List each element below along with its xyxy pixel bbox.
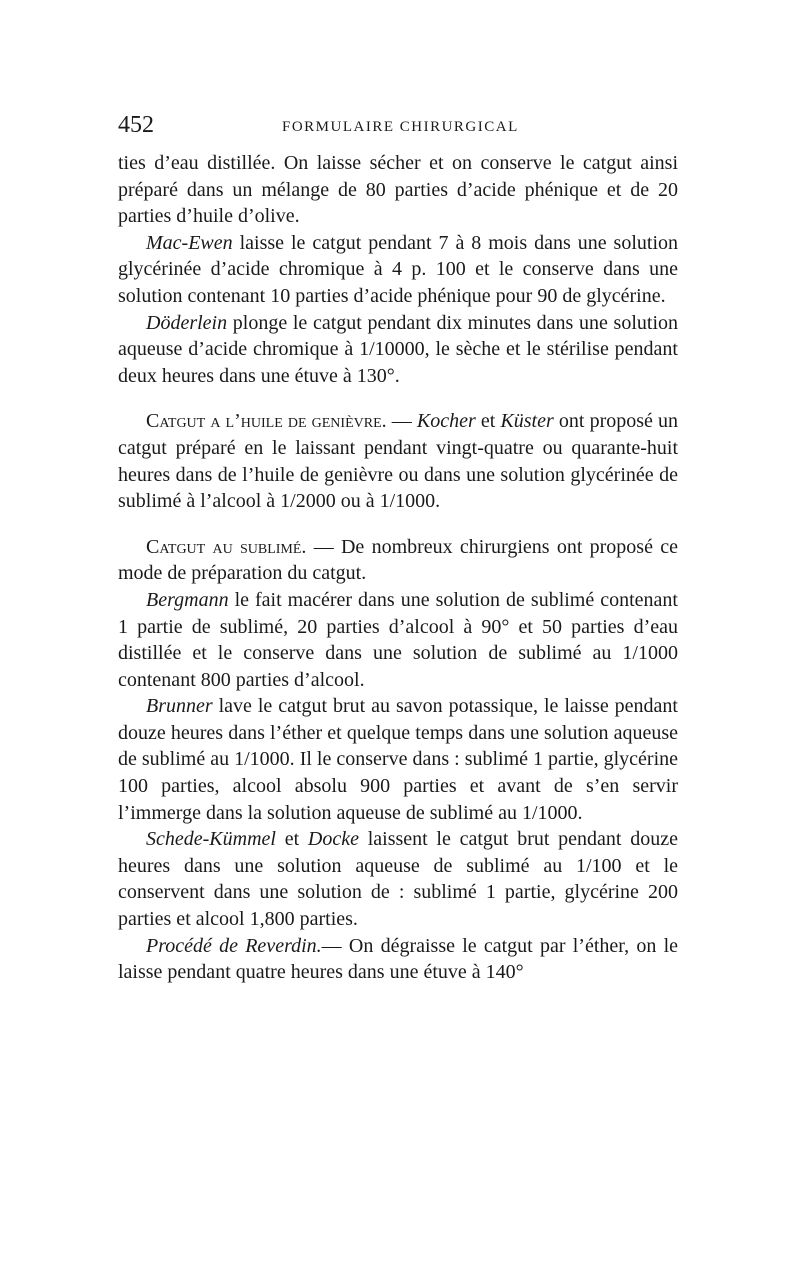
paragraph-text: le fait macérer dans une solution de sublimé contenant 1 partie de sublimé, 20 parties d’alcool à 90° et 50 parties d’eau distillée et le conserve dans une solution de sublimé au 1/1000 contenant 800 parties d’alcool. (118, 588, 678, 691)
author-name: Mac-Ewen (146, 231, 233, 254)
section-catgut-huile-genievre (118, 408, 678, 514)
paragraph-doderlein (118, 310, 678, 390)
running-head (118, 111, 680, 143)
author-name: Döderlein (146, 311, 228, 334)
paragraph-reverdin (118, 933, 678, 986)
page-number: 452 (118, 112, 154, 138)
conjunction: et (475, 410, 501, 433)
header-title: FORMULAIRE CHIRURGICAL (282, 119, 519, 135)
author-name: Küster (500, 410, 554, 433)
section-catgut-sublime (118, 534, 678, 587)
paragraph-text: — De nombreux chirurgiens ont proposé ce mode de préparation du catgut. (118, 535, 678, 585)
conjunction: et (275, 828, 308, 851)
paragraph-brunner (118, 693, 678, 826)
author-name: Bergmann (146, 588, 229, 611)
paragraph-bergmann (118, 587, 678, 693)
paragraph-text: laisse le catgut pendant 7 à 8 mois dans une solution glycérinée d’acide chromique à 4 p. 100 et le conserve dans une solution contenant 10 parties d’acide phénique pour 90 de glycérine. (118, 231, 678, 307)
paragraph-text: plonge le catgut pendant dix minutes dans une solution aqueuse d’acide chromique à 1/10000, le sèche et le stérilise pendant deux heures dans une étuve à 130°. (118, 311, 678, 387)
paragraph-mac-ewen (118, 230, 678, 310)
paragraph-text: ont proposé un catgut préparé en le laissant pendant vingt-quatre ou quarante-huit heures dans de l’huile de genièvre ou dans une solution glycérinée de sublimé à l’alcool à 1/2000 ou à 1/1000. (118, 410, 678, 513)
procedure-name: Procédé de Reverdin. (146, 934, 322, 957)
body-text (118, 150, 678, 986)
paragraph-schede-kummel (118, 826, 678, 932)
paragraph-continuation (118, 150, 678, 230)
section-heading: Catgut au sublimé. (146, 535, 307, 558)
author-name: Schede-Kümmel (146, 828, 276, 851)
author-name: Brunner (146, 695, 213, 718)
author-name: Docke (307, 828, 359, 851)
paragraph-text: lave le catgut brut au savon potassique, le laisse pendant douze heures dans l’éther et quelque temps dans une solution aqueuse de sublimé au 1/1000. Il le conserve dans : sublimé 1 partie, glycérine 100 parties, alcool absolu 900 parties et avant de s’en servir l’immerge dans la solution aqueuse de sublimé au 1/1000. (118, 695, 678, 824)
author-name: Kocher (416, 410, 476, 433)
paragraph-text: — On dégraisse le catgut par l’éther, on le laisse pendant quatre heures dans une étuve à 140° (118, 934, 678, 984)
heading-dash: — (386, 410, 417, 433)
paragraph-text: laissent le catgut brut pendant douze heures dans une solution aqueuse de sublimé au 1/100 et le conservent dans une solution de : sublimé 1 partie, glycérine 200 parties et alcool 1,800 parties. (118, 828, 678, 931)
section-heading: Catgut a l’huile de genièvre. (146, 410, 387, 433)
paragraph-text: ties d’eau distillée. On laisse sécher et on conserve le catgut ainsi préparé dans un mélange de 80 parties d’acide phénique et de 20 parties d’huile d’olive. (118, 152, 678, 228)
